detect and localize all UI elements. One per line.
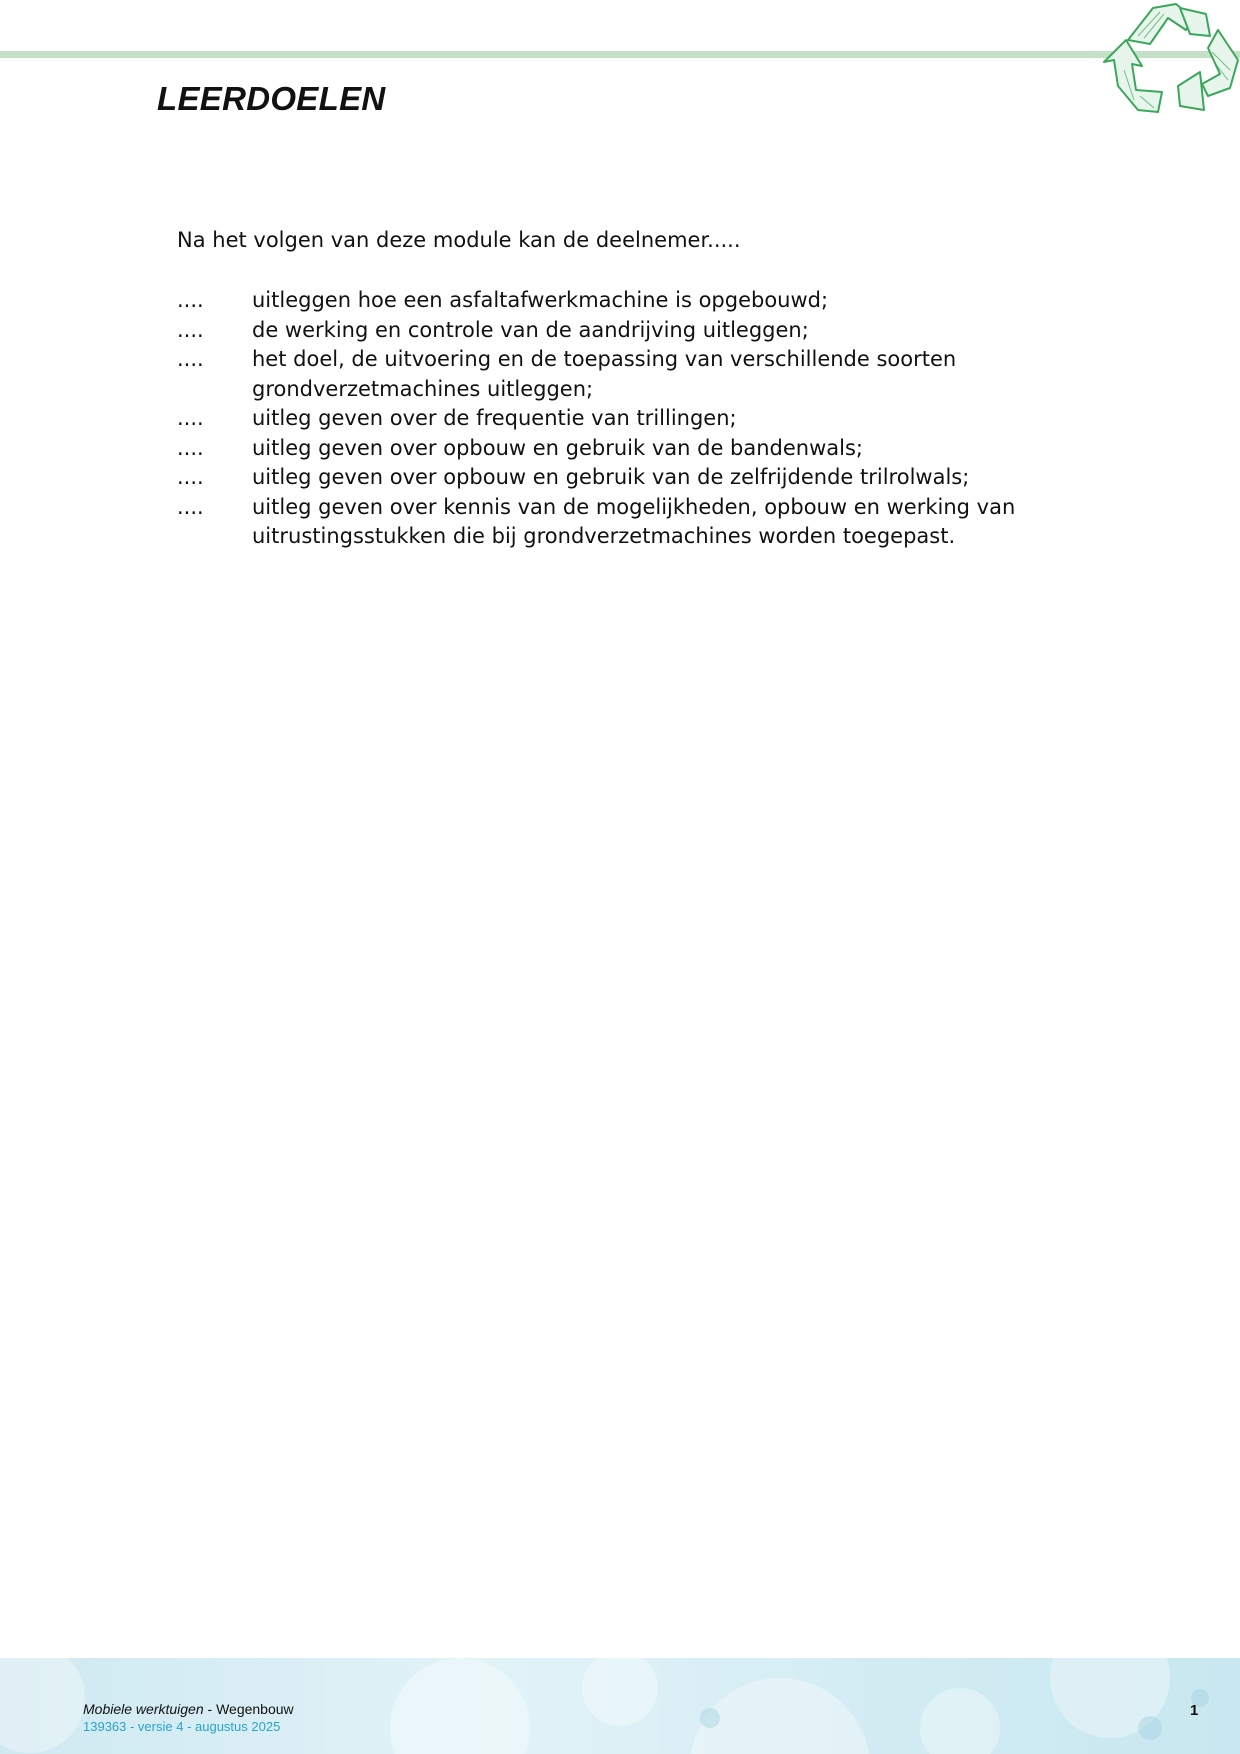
page-title: LEERDOELEN [157, 80, 386, 117]
page-number: 1 [1190, 1702, 1199, 1719]
list-item [177, 463, 1027, 493]
learning-goals-list [177, 286, 1027, 552]
list-item [177, 316, 1027, 346]
footer-version: 139363 - versie 4 - augustus 2025 [83, 1719, 281, 1734]
list-marker: .... [177, 317, 204, 342]
list-item-text: uitleg geven over de frequentie van trillingen; [252, 406, 737, 430]
list-marker: .... [177, 465, 204, 489]
header-rule [0, 51, 1240, 58]
list-item [177, 434, 1027, 464]
list-item [177, 345, 1027, 404]
footer-course-title [83, 1701, 294, 1717]
list-item [177, 286, 1027, 316]
list-item-text: uitleggen hoe een asfaltafwerkmachine is opgebouwd; [252, 288, 829, 312]
list-item-text: uitleg geven over opbouw en gebruik van de zelfrijdende trilrolwals; [252, 465, 970, 489]
list-marker: .... [177, 406, 204, 430]
list-item-text: de werking en controle van de aandrijving uitleggen; [252, 317, 809, 342]
footer-course-subject: - Wegenbouw [203, 1701, 294, 1717]
list-item [177, 404, 1027, 434]
list-item [177, 493, 1027, 552]
list-marker: .... [177, 435, 204, 460]
list-marker: .... [177, 494, 204, 519]
list-marker: .... [177, 347, 204, 371]
recycle-arrows-icon [1098, 0, 1240, 118]
list-item-text: het doel, de uitvoering en de toepassing van verschillende soorten grondverzetmachines uitleggen; [252, 347, 957, 401]
intro-text: Na het volgen van deze module kan de deelnemer..... [177, 228, 741, 252]
list-marker: .... [177, 288, 204, 312]
list-item-text: uitleg geven over kennis van de mogelijkheden, opbouw en werking van uitrustingsstukken die bij grondverzetmachines worden toegepast. [252, 494, 1016, 548]
list-item-text: uitleg geven over opbouw en gebruik van de bandenwals; [252, 435, 864, 460]
footer-course-name: Mobiele werktuigen [83, 1701, 204, 1717]
